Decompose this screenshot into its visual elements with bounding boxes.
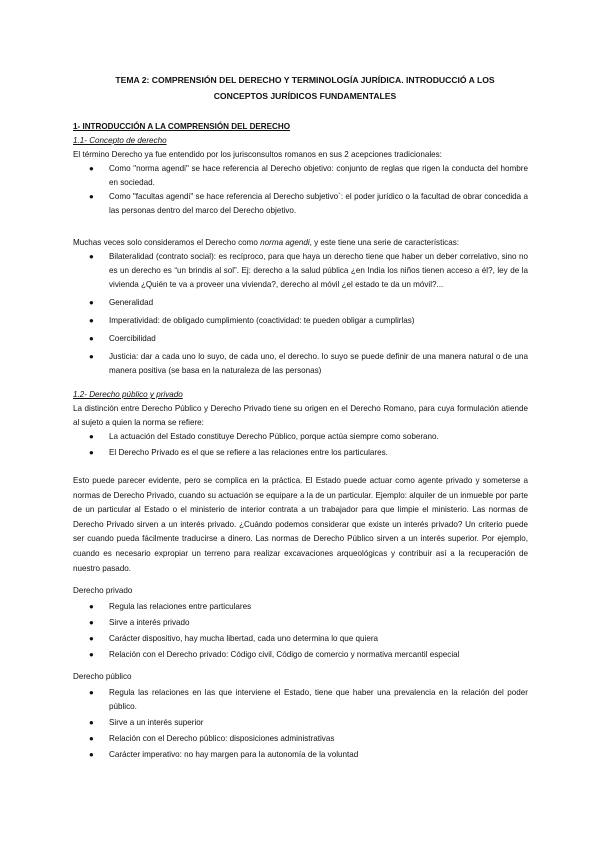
bullet-icon: ● (89, 352, 94, 361)
derecho-publico-heading: Derecho público (73, 672, 132, 681)
bullet-icon: ● (89, 192, 94, 201)
list-item: ● El Derecho Privado es el que se refiere a las relaciones entre los particulares. (73, 446, 528, 460)
subsection-heading-concepto: 1.1- Concepto de derecho (73, 136, 167, 145)
list-item: ● Relación con el Derecho privado: Código civil, Código de comercio y normativa mercantil especial (73, 648, 528, 662)
bullet-icon: ● (89, 432, 94, 441)
publico-privado-intro: La distinción entre Derecho Público y Derecho Privado tiene su origen en el Derecho Romano, para cuya formulación atiende al sujeto a quien la norma se refiere: (73, 404, 528, 427)
derecho-privado-heading: Derecho privado (73, 586, 133, 595)
list-item: ● Regula las relaciones entre particulares (73, 600, 528, 614)
bullet-icon: ● (89, 734, 94, 743)
bullet-icon: ● (89, 252, 94, 261)
section-caracteristicas (73, 236, 528, 378)
derecho-privado-list (73, 600, 528, 662)
bullet-icon: ● (89, 650, 94, 659)
list-item: ● Como "norma agendi" se hace referencia al Derecho objetivo: conjunto de reglas que rigen la conducta del hombre en sociedad. (89, 164, 528, 187)
list-item: ● Sirve a interés privado (73, 616, 528, 630)
caracteristicas-list (73, 250, 528, 378)
list-item: ● Relación con el Derecho público: disposiciones administrativas (73, 732, 528, 746)
subsection-heading-publico-privado: 1.2- Derecho público y privado (73, 390, 183, 399)
list-item: ● Como "facultas agendi" se hace referencia al Derecho subjetivo`: el poder jurídico o la facultad de obrar concedida a las personas dentro del marco del Derecho objetivo. (89, 192, 528, 215)
bullet-icon: ● (89, 750, 94, 759)
section-heading: 1- INTRODUCCIÓN A LA COMPRENSIÓN DEL DERECHO (73, 122, 291, 131)
section-explicacion (73, 474, 528, 576)
list-item: ● Regula las relaciones en las que interviene el Estado, tiene que haber una prevalencia en la relación del poder público. (89, 688, 528, 711)
bullet-icon: ● (89, 298, 94, 307)
bullet-icon: ● (89, 718, 94, 727)
concepto-intro: El término Derecho ya fue entendido por los jurisconsultos romanos en sus 2 acepciones tradicionales: (73, 150, 442, 159)
derecho-publico-list (73, 686, 528, 762)
list-item: ● La actuación del Estado constituye Derecho Público, porque actúa siempre como soberano. (73, 430, 528, 444)
section-publico-privado (73, 388, 528, 460)
bullet-icon: ● (89, 634, 94, 643)
section-concepto (73, 120, 528, 218)
explicacion-paragraph: Esto puede parecer evidente, pero se complica en la práctica. El Estado puede actuar como agente privado y someterse a normas de Derecho Privado, cuando su actuación se equipare a la de un particular. Ejemplo: alquiler de un inmueble por parte de un particular al Estado o el ministerio de interior contrata a un trabajador para que limpie el ministerio. Las normas de Derecho Privado sirven a un interés privado. ¿Cuándo podemos considerar que existe un interés privado? Un criterio puede ser cuando pueda fácilmente traducirse a dinero. Las normas de Derecho Público sirven a un interés superior. Por ejemplo, cuando es necesario expropiar un terreno para realizar excavaciones arqueológicas y contribuir así a la recuperación de nuestro pasado. (73, 476, 528, 573)
document-title: TEMA 2: COMPRENSIÓN DEL DERECHO Y TERMINOLOGÍA JURÍDICA. INTRODUCCIÓ A LOS CONCEPTOS JURÍDICOS FUNDAMENTALES (115, 75, 495, 101)
caracteristicas-intro: Muchas veces solo consideramos el Derecho como norma agendi, y este tiene una serie de características: (73, 238, 459, 247)
section-derecho-privado (73, 584, 528, 662)
bullet-icon: ● (89, 316, 94, 325)
list-item: ● Sirve a un interés superior (73, 716, 528, 730)
bullet-icon: ● (89, 164, 94, 173)
acepciones-list (73, 162, 528, 218)
list-item: ● Bilateralidad (contrato social): es recíproco, para que haya un derecho tiene que haber un deber correlativo, sino no es un derecho es “un brindis al sol”. Ej: derecho a la salud pública ¿en India los niños tienen acceso a él?, ley de la vivienda ¿Quién te va a proveer una vivienda?, derecho al móvil ¿el estado te da un móvil?... (89, 252, 528, 289)
bullet-icon: ● (89, 448, 94, 457)
list-item: ● Coercibilidad (73, 332, 528, 346)
section-derecho-publico (73, 670, 528, 762)
list-item: ● Carácter dispositivo, hay mucha libertad, cada uno determina lo que quiera (73, 632, 528, 646)
bullet-icon: ● (89, 334, 94, 343)
list-item: ● Carácter imperativo: no hay margen para la autonomía de la voluntad (73, 748, 528, 762)
bullet-icon: ● (89, 618, 94, 627)
list-item: ● Justicia: dar a cada uno lo suyo, de cada uno, el derecho. lo suyo se puede definir de una manera natural o de una manera positiva (se basa en la naturaleza de las personas) (89, 352, 528, 375)
list-item: ● Generalidad (73, 296, 528, 310)
list-item: ● Imperatividad: de obligado cumplimiento (coactividad: te pueden obligar a cumplirlas) (73, 314, 528, 328)
distincion-list (73, 430, 528, 460)
bullet-icon: ● (89, 688, 94, 697)
bullet-icon: ● (89, 602, 94, 611)
